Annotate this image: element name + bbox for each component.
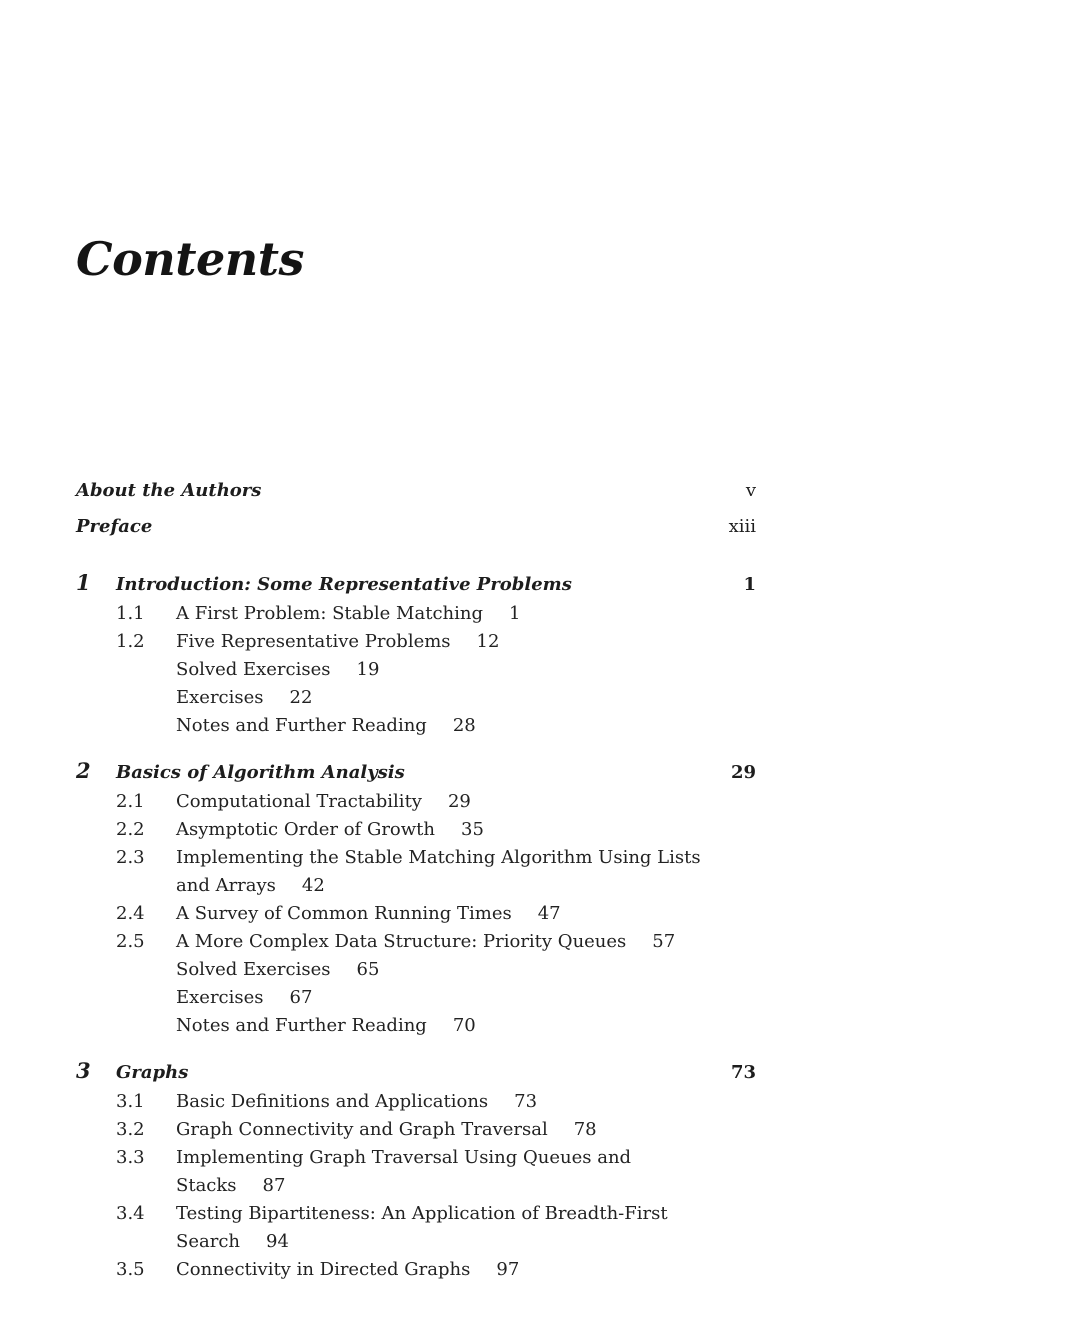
section-page-number: 47	[537, 903, 561, 924]
toc-chapter-heading[interactable]	[76, 758, 756, 788]
section-page-number: 94	[266, 1231, 289, 1252]
section-number: 1.1	[116, 603, 145, 624]
section-body	[176, 816, 736, 844]
chapter-number: 3	[76, 1058, 91, 1083]
section-title: Exercises	[176, 687, 264, 708]
chapter-title: Introduction: Some Representative Problems	[116, 574, 572, 595]
section-title: A Survey of Common Running Times	[176, 903, 512, 924]
chapter-number: 1	[76, 570, 91, 595]
section-body	[176, 1088, 736, 1116]
section-number: 3.4	[116, 1203, 145, 1224]
section-body	[176, 712, 736, 740]
section-number: 3.2	[116, 1119, 145, 1140]
section-number: 2.1	[116, 791, 145, 812]
toc-entry-title: Preface	[76, 516, 153, 537]
section-title: Implementing Graph Traversal Using Queues and Stacks	[176, 1147, 632, 1196]
section-page-number: 67	[289, 987, 313, 1008]
section-body	[176, 956, 736, 984]
section-page-number: 35	[461, 819, 484, 840]
toc-chapter-heading[interactable]	[76, 1058, 756, 1088]
section-page-number: 22	[289, 687, 313, 708]
section-body	[176, 1256, 736, 1284]
section-page-number: 12	[476, 631, 500, 652]
section-title: Exercises	[176, 987, 264, 1008]
section-body	[176, 788, 736, 816]
toc-section-entry[interactable]	[76, 1200, 756, 1256]
section-page-number: 97	[496, 1259, 520, 1280]
chapter-list	[76, 570, 756, 1284]
toc-entry-title: About the Authors	[76, 480, 262, 501]
toc-entry-page: xiii	[728, 516, 756, 537]
section-title: Solved Exercises	[176, 659, 331, 680]
section-body	[176, 928, 736, 956]
toc-entry-page: v	[745, 480, 756, 501]
toc-chapter	[76, 758, 756, 1040]
toc-section-entry[interactable]	[76, 928, 756, 956]
section-title: Solved Exercises	[176, 959, 331, 980]
toc-chapter	[76, 1058, 756, 1284]
toc-front-entry[interactable]	[76, 480, 756, 516]
section-page-number: 87	[262, 1175, 286, 1196]
chapter-page-number: 73	[730, 1062, 756, 1083]
section-body	[176, 684, 736, 712]
chapter-title: Graphs	[116, 1062, 189, 1083]
toc-chapter	[76, 570, 756, 740]
section-body	[176, 1144, 736, 1200]
toc-section-entry[interactable]	[76, 684, 756, 712]
section-page-number: 70	[452, 1015, 476, 1036]
section-number: 3.1	[116, 1091, 145, 1112]
table-of-contents	[76, 480, 756, 1284]
toc-section-entry[interactable]	[76, 1144, 756, 1200]
toc-section-entry[interactable]	[76, 1088, 756, 1116]
section-page-number: 65	[356, 959, 380, 980]
section-number: 2.2	[116, 819, 145, 840]
toc-section-entry[interactable]	[76, 712, 756, 740]
chapter-number: 2	[76, 758, 91, 783]
section-number: 1.2	[116, 631, 145, 652]
section-title: Five Representative Problems	[176, 631, 451, 652]
section-page-number: 1	[509, 603, 521, 624]
section-body	[176, 984, 736, 1012]
chapter-page-number: 29	[730, 762, 756, 783]
section-number: 2.4	[116, 903, 145, 924]
section-body	[176, 1200, 736, 1256]
section-list	[76, 1088, 756, 1284]
section-page-number: 73	[514, 1091, 538, 1112]
section-title: Asymptotic Order of Growth	[176, 819, 435, 840]
section-number: 2.5	[116, 931, 145, 952]
section-number: 2.3	[116, 847, 145, 868]
section-body	[176, 600, 736, 628]
chapter-page-number: 1	[743, 574, 756, 595]
section-body	[176, 1116, 736, 1144]
toc-section-entry[interactable]	[76, 600, 756, 628]
section-page-number: 29	[447, 791, 471, 812]
section-list	[76, 600, 756, 740]
toc-section-entry[interactable]	[76, 628, 756, 656]
toc-front-entry[interactable]	[76, 516, 756, 552]
section-body	[176, 628, 736, 656]
chapter-title: Basics of Algorithm Analysis	[116, 762, 405, 783]
toc-section-entry[interactable]	[76, 1012, 756, 1040]
page-title: Contents	[76, 232, 304, 286]
section-body	[176, 900, 736, 928]
section-title: Computational Tractability	[176, 791, 422, 812]
toc-section-entry[interactable]	[76, 984, 756, 1012]
toc-section-entry[interactable]	[76, 900, 756, 928]
section-page-number: 19	[356, 659, 380, 680]
section-list	[76, 788, 756, 1040]
section-title: Connectivity in Directed Graphs	[176, 1259, 471, 1280]
section-page-number: 78	[573, 1119, 597, 1140]
toc-section-entry[interactable]	[76, 1116, 756, 1144]
section-page-number: 28	[452, 715, 476, 736]
section-number: 3.5	[116, 1259, 145, 1280]
section-title: Basic Definitions and Applications	[176, 1091, 489, 1112]
section-title: A First Problem: Stable Matching	[176, 603, 483, 624]
toc-section-entry[interactable]	[76, 788, 756, 816]
toc-section-entry[interactable]	[76, 956, 756, 984]
toc-section-entry[interactable]	[76, 816, 756, 844]
section-title: A More Complex Data Structure: Priority Queues	[176, 931, 627, 952]
section-title: Implementing the Stable Matching Algorithm Using Lists and Arrays	[176, 847, 701, 896]
section-title: Notes and Further Reading	[176, 715, 427, 736]
section-title: Graph Connectivity and Graph Traversal	[176, 1119, 548, 1140]
section-body	[176, 1012, 736, 1040]
toc-section-entry[interactable]	[76, 656, 756, 684]
front-matter-list	[76, 480, 756, 552]
section-page-number: 42	[301, 875, 325, 896]
section-body	[176, 656, 736, 684]
section-title: Testing Bipartiteness: An Application of Breadth-First Search	[176, 1203, 668, 1252]
toc-section-entry[interactable]	[76, 844, 756, 900]
section-page-number: 57	[652, 931, 676, 952]
section-body	[176, 844, 736, 900]
section-number: 3.3	[116, 1147, 145, 1168]
toc-section-entry[interactable]	[76, 1256, 756, 1284]
section-title: Notes and Further Reading	[176, 1015, 427, 1036]
toc-chapter-heading[interactable]	[76, 570, 756, 600]
